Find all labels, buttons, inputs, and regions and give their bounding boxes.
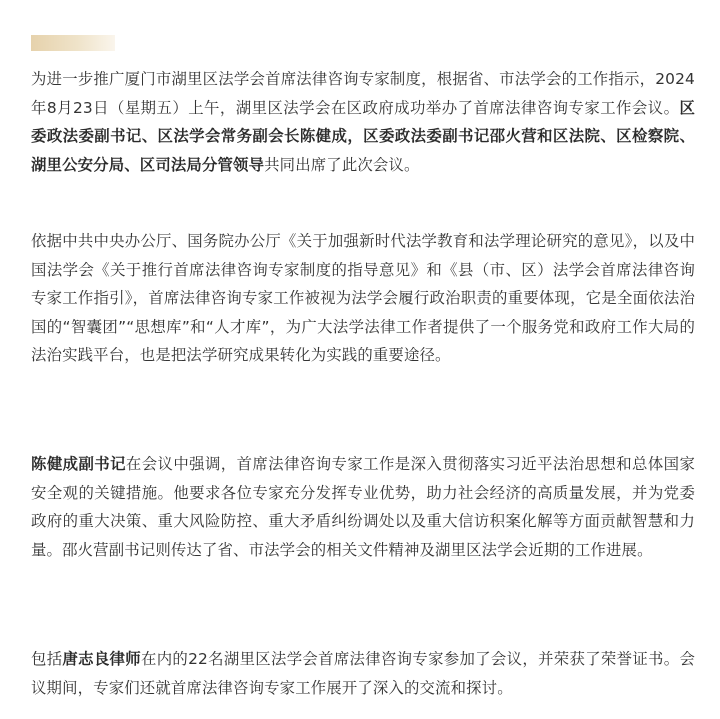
- paragraph-1: [31, 65, 695, 179]
- paragraph-2: [31, 227, 695, 370]
- paragraph-3-text: 在会议中强调，首席法律咨询专家工作是深入贯彻落实习近平法治思想和总体国家安全观的关键措施。他要求各位专家充分发挥专业优势，助力社会经济的高质量发展，并为党委政府的重大决策、重大风险防控、重大矛盾纠纷调处以及重大信访积案化解等方面贡献智慧和力量。邵火营副书记则传达了省、市法学会的相关文件精神及湖里区法学会近期的工作进展。: [31, 455, 695, 559]
- section-accent-bar: [31, 35, 115, 51]
- attendees-bold-text: 区委政法委副书记、区法学会常务副会长陈健成，区委政法委副书记邵火营和区法院、区检察院、湖里公安分局、区司法局分管领导: [31, 98, 695, 174]
- paragraph-1-text-2: 共同出席了此次会议。: [264, 155, 420, 174]
- paragraph-3: [31, 450, 695, 564]
- paragraph-4: [31, 645, 695, 702]
- paragraph-4-text-2: 在内的22名湖里区法学会首席法律咨询专家参加了会议，并荣获了荣誉证书。会议期间，专家们还就首席法律咨询专家工作展开了深入的交流和探讨。: [31, 650, 695, 697]
- paragraph-1-text-1: 为进一步推广厦门市湖里区法学会首席法律咨询专家制度，根据省、市法学会的工作指示，2024年8月23日（星期五）上午，湖里区法学会在区政府成功举办了首席法律咨询专家工作会议。: [31, 70, 695, 117]
- speaker-name-bold: 陈健成副书记: [31, 455, 126, 473]
- paragraph-4-text-1: 包括: [31, 650, 63, 668]
- paragraph-2-text: 依据中共中央办公厅、国务院办公厅《关于加强新时代法学教育和法学理论研究的意见》，以及中国法学会《关于推行首席法律咨询专家制度的指导意见》和《县（市、区）法学会首席法律咨询专家工作指引》，首席法律咨询专家工作被视为法学会履行政治职责的重要体现，它是全面依法治国的“智囊团”“思想库”和“人才库”，为广大法学法律工作者提供了一个服务党和政府工作大局的法治实践平台，也是把法学研究成果转化为实践的重要途径。: [31, 232, 695, 365]
- lawyer-name-bold: 唐志良律师: [62, 650, 141, 668]
